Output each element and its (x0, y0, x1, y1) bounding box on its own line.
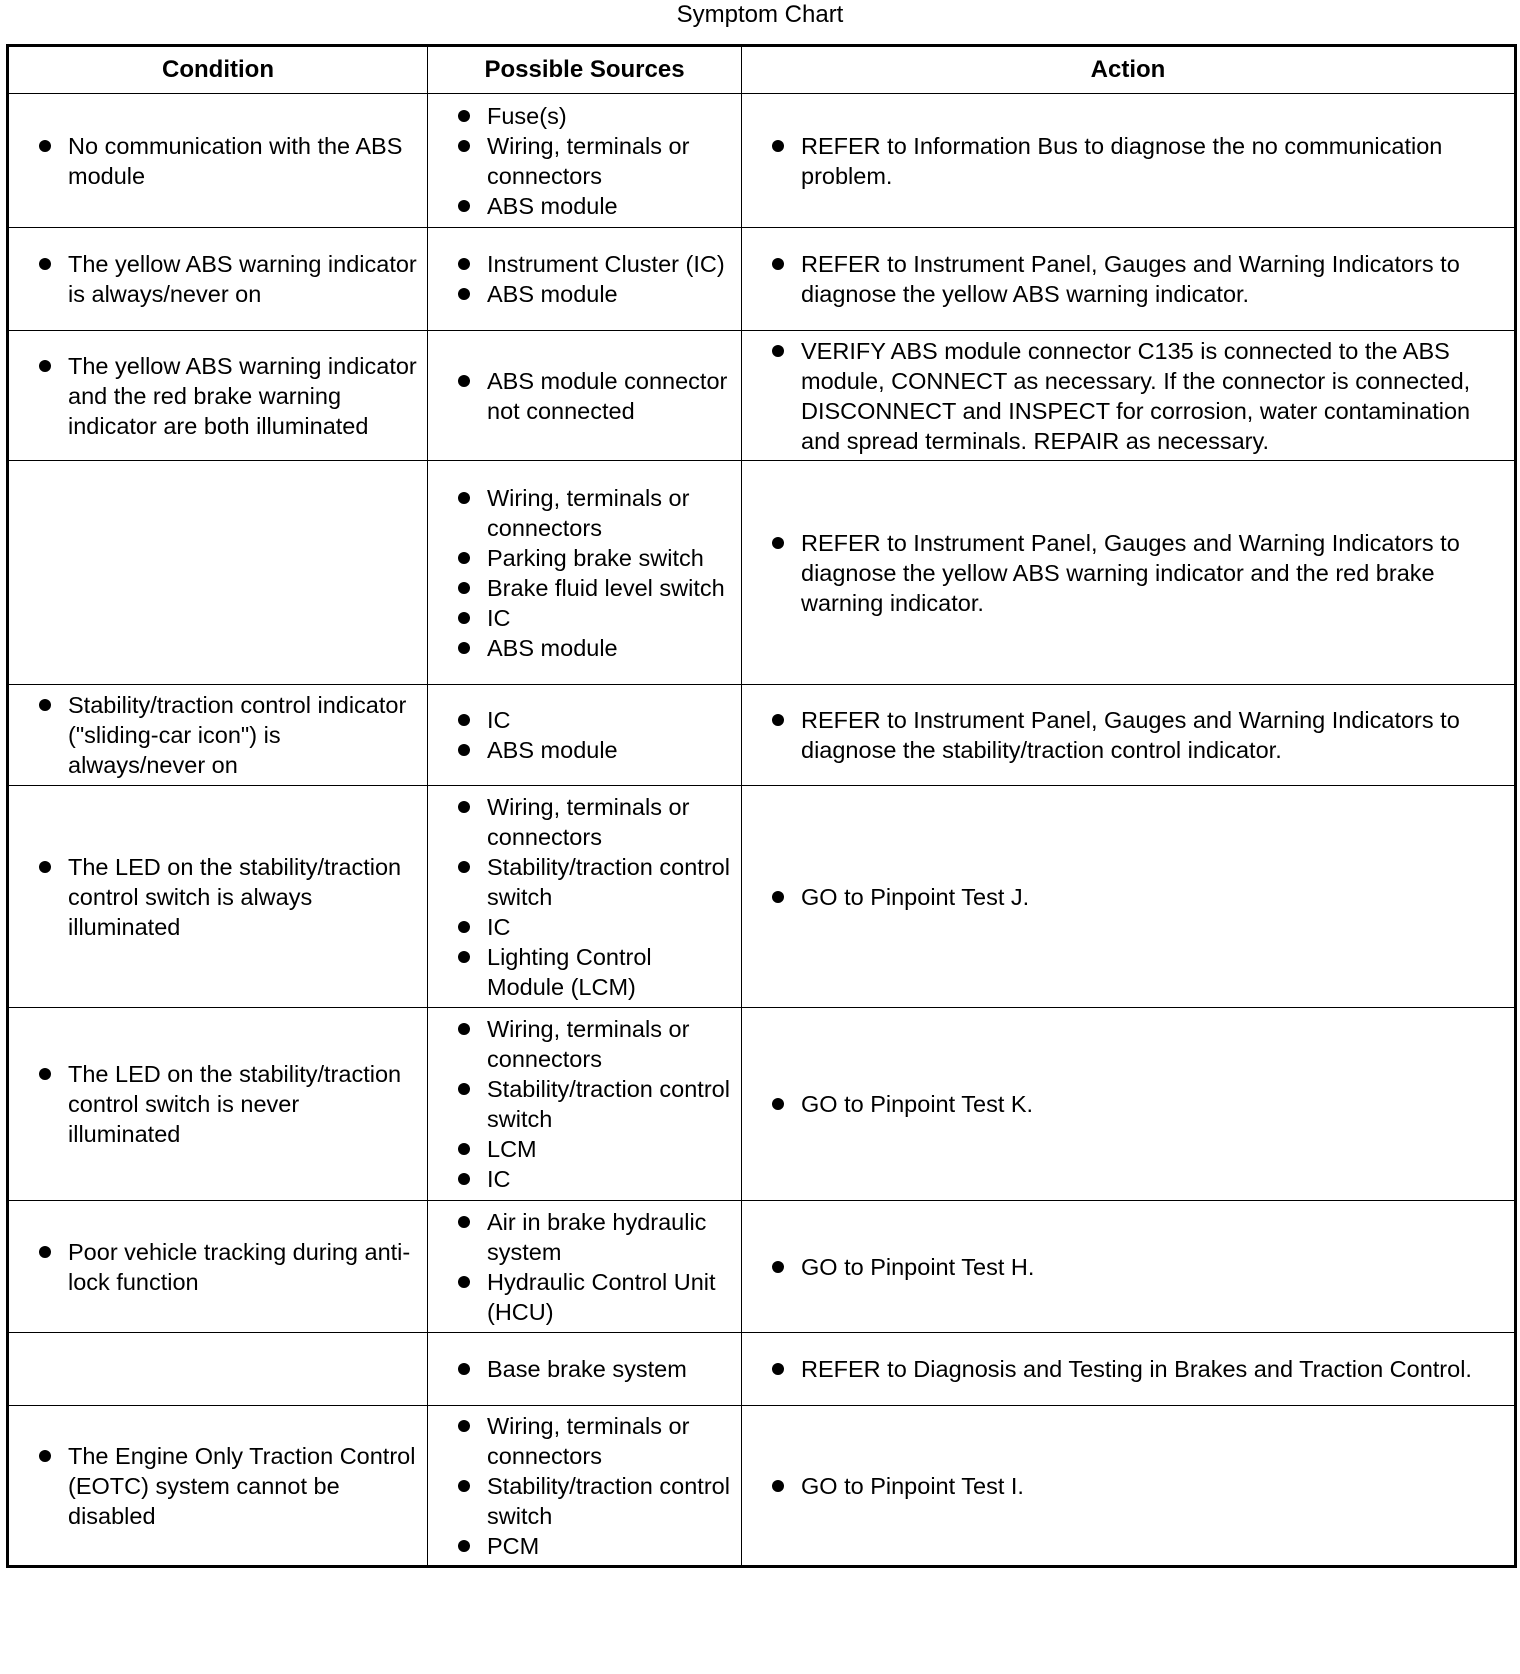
possible-sources-cell (428, 1201, 742, 1333)
table-body (8, 94, 1516, 1567)
table-row (8, 461, 1516, 685)
possible-source-item: Stability/traction control switch (452, 1074, 735, 1134)
action-list (742, 882, 1514, 912)
action-list (742, 1252, 1514, 1282)
condition-list (9, 852, 427, 942)
condition-cell (8, 1333, 428, 1406)
condition-text: No communication with the ABS module (33, 131, 417, 191)
possible-source-item: IC (452, 705, 735, 735)
possible-source-item: Fuse(s) (452, 101, 735, 131)
possible-source-item: PCM (452, 1531, 735, 1561)
possible-sources-list (428, 792, 741, 1002)
possible-source-item: Instrument Cluster (IC) (452, 249, 735, 279)
possible-source-item: ABS module (452, 735, 735, 765)
header-condition: Condition (8, 46, 428, 94)
condition-text: The LED on the stability/traction control switch is always illuminated (33, 852, 417, 942)
action-list (742, 1354, 1514, 1384)
chart-title: Symptom Chart (676, 1, 844, 28)
condition-cell (8, 1201, 428, 1333)
possible-source-item: Lighting Control Module (LCM) (452, 942, 735, 1002)
table-row (8, 786, 1516, 1008)
possible-sources-cell (428, 228, 742, 331)
possible-source-item: Base brake system (452, 1354, 735, 1384)
possible-sources-list (428, 483, 741, 663)
action-cell (742, 786, 1516, 1008)
action-cell (742, 1333, 1516, 1406)
possible-source-item: Wiring, terminals or connectors (452, 1014, 735, 1074)
header-row (8, 46, 1516, 94)
action-text: REFER to Information Bus to diagnose the no communication problem. (766, 131, 1506, 191)
possible-sources-list (428, 366, 741, 426)
possible-source-item: LCM (452, 1134, 735, 1164)
condition-cell (8, 1008, 428, 1201)
possible-source-item: Hydraulic Control Unit (HCU) (452, 1267, 735, 1327)
table-row (8, 1406, 1516, 1567)
header-possible-sources: Possible Sources (428, 46, 742, 94)
condition-cell (8, 331, 428, 461)
action-text: REFER to Instrument Panel, Gauges and Warning Indicators to diagnose the stability/traction control indicator. (766, 705, 1506, 765)
possible-source-item: Stability/traction control switch (452, 852, 735, 912)
action-text: REFER to Diagnosis and Testing in Brakes and Traction Control. (766, 1354, 1506, 1384)
action-list (742, 1089, 1514, 1119)
possible-source-item: ABS module (452, 279, 735, 309)
action-cell (742, 1008, 1516, 1201)
action-text: VERIFY ABS module connector C135 is connected to the ABS module, CONNECT as necessary. If the connector is connected, DISCONNECT and INSPECT for corrosion, water contamination and spread terminals. REPAIR as necessary. (766, 336, 1506, 456)
possible-sources-list (428, 705, 741, 765)
symptom-table (6, 44, 1517, 1568)
possible-source-item: Wiring, terminals or connectors (452, 483, 735, 543)
condition-text: Stability/traction control indicator ("sliding-car icon") is always/never on (33, 690, 417, 780)
action-cell (742, 94, 1516, 228)
table-row (8, 94, 1516, 228)
header-action: Action (742, 46, 1516, 94)
action-text: GO to Pinpoint Test K. (766, 1089, 1506, 1119)
action-list (742, 249, 1514, 309)
condition-cell (8, 461, 428, 685)
possible-sources-list (428, 1014, 741, 1194)
condition-cell (8, 786, 428, 1008)
action-list (742, 336, 1514, 456)
possible-sources-cell (428, 331, 742, 461)
table-row (8, 1201, 1516, 1333)
condition-cell (8, 228, 428, 331)
condition-cell (8, 1406, 428, 1567)
possible-source-item: IC (452, 1164, 735, 1194)
possible-sources-list (428, 1354, 741, 1384)
condition-list (9, 1237, 427, 1297)
action-list (742, 1471, 1514, 1501)
table-row (8, 1333, 1516, 1406)
possible-sources-cell (428, 94, 742, 228)
possible-sources-list (428, 101, 741, 221)
action-cell (742, 228, 1516, 331)
possible-sources-cell (428, 685, 742, 786)
possible-source-item: Wiring, terminals or connectors (452, 131, 735, 191)
possible-sources-list (428, 249, 741, 309)
table-row (8, 228, 1516, 331)
possible-sources-list (428, 1411, 741, 1561)
possible-source-item: IC (452, 603, 735, 633)
table-row (8, 331, 1516, 461)
action-text: GO to Pinpoint Test I. (766, 1471, 1506, 1501)
action-list (742, 705, 1514, 765)
action-cell (742, 331, 1516, 461)
possible-source-item: Stability/traction control switch (452, 1471, 735, 1531)
action-cell (742, 685, 1516, 786)
condition-list (9, 1441, 427, 1531)
condition-list (9, 249, 427, 309)
possible-source-item: Air in brake hydraulic system (452, 1207, 735, 1267)
possible-sources-cell (428, 1008, 742, 1201)
possible-source-item: Brake fluid level switch (452, 573, 735, 603)
possible-source-item: ABS module connector not connected (452, 366, 735, 426)
action-cell (742, 461, 1516, 685)
possible-source-item: Wiring, terminals or connectors (452, 1411, 735, 1471)
condition-cell (8, 94, 428, 228)
possible-source-item: Parking brake switch (452, 543, 735, 573)
possible-sources-cell (428, 786, 742, 1008)
possible-sources-cell (428, 1406, 742, 1567)
possible-sources-cell (428, 461, 742, 685)
possible-sources-list (428, 1207, 741, 1327)
condition-cell (8, 685, 428, 786)
possible-source-item: IC (452, 912, 735, 942)
action-text: GO to Pinpoint Test J. (766, 882, 1506, 912)
condition-text: The Engine Only Traction Control (EOTC) system cannot be disabled (33, 1441, 417, 1531)
action-list (742, 528, 1514, 618)
condition-list (9, 690, 427, 780)
table-row (8, 685, 1516, 786)
action-cell (742, 1201, 1516, 1333)
condition-text: The yellow ABS warning indicator and the red brake warning indicator are both illuminated (33, 351, 417, 441)
action-text: REFER to Instrument Panel, Gauges and Warning Indicators to diagnose the yellow ABS warning indicator. (766, 249, 1506, 309)
condition-list (9, 1059, 427, 1149)
possible-sources-cell (428, 1333, 742, 1406)
possible-source-item: Wiring, terminals or connectors (452, 792, 735, 852)
condition-list (9, 351, 427, 441)
condition-text: The LED on the stability/traction control switch is never illuminated (33, 1059, 417, 1149)
condition-text: The yellow ABS warning indicator is always/never on (33, 249, 417, 309)
table-row (8, 1008, 1516, 1201)
action-cell (742, 1406, 1516, 1567)
condition-text: Poor vehicle tracking during anti-lock function (33, 1237, 417, 1297)
possible-source-item: ABS module (452, 633, 735, 663)
condition-list (9, 131, 427, 191)
possible-source-item: ABS module (452, 191, 735, 221)
action-list (742, 131, 1514, 191)
action-text: GO to Pinpoint Test H. (766, 1252, 1506, 1282)
action-text: REFER to Instrument Panel, Gauges and Warning Indicators to diagnose the yellow ABS warning indicator and the red brake warning indicator. (766, 528, 1506, 618)
